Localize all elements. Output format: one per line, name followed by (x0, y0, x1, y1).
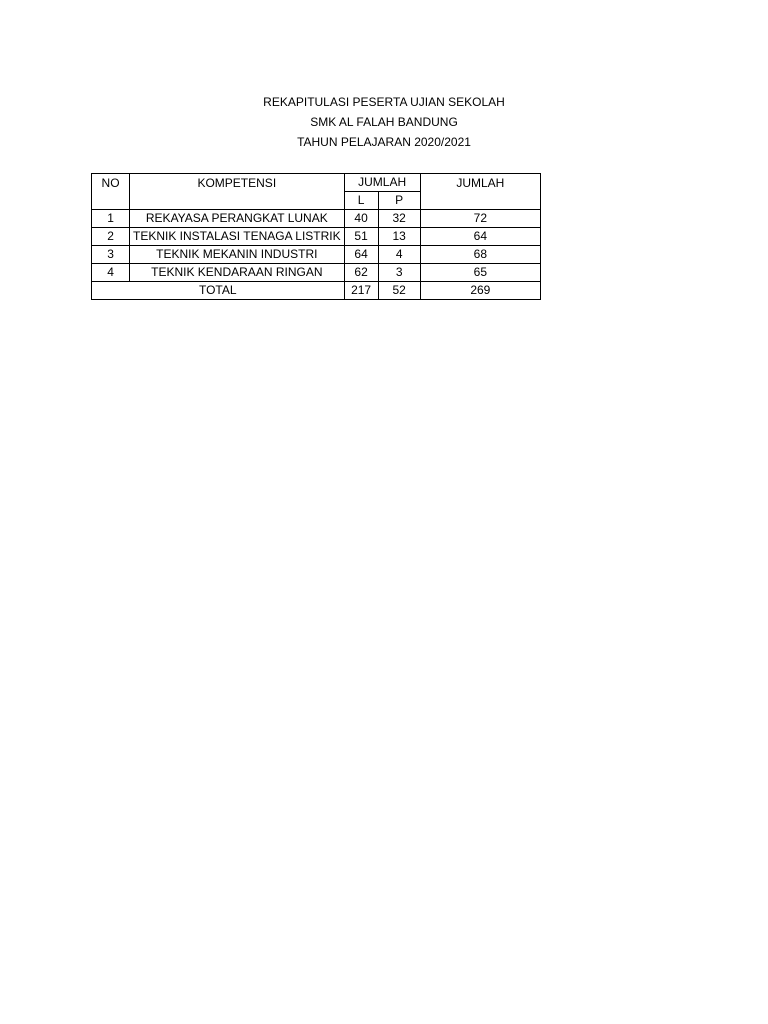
cell-l: 62 (344, 264, 378, 282)
cell-total-l: 217 (344, 282, 378, 300)
cell-jumlah: 68 (420, 246, 540, 264)
title-line-2: SMK AL FALAH BANDUNG (310, 115, 458, 129)
table-row (92, 210, 541, 228)
table-row (92, 264, 541, 282)
title-line-1: REKAPITULASI PESERTA UJIAN SEKOLAH (263, 95, 505, 109)
header-jumlah-total: JUMLAH (420, 174, 540, 210)
table-total-row (92, 282, 541, 300)
cell-total-label: TOTAL (92, 282, 345, 300)
cell-p: 13 (378, 228, 420, 246)
cell-jumlah: 72 (420, 210, 540, 228)
header-no: NO (92, 174, 130, 210)
cell-no: 3 (92, 246, 130, 264)
recap-table (91, 173, 541, 300)
cell-kompetensi: TEKNIK INSTALASI TENAGA LISTRIK (130, 228, 344, 246)
cell-p: 4 (378, 246, 420, 264)
title-line-3: TAHUN PELAJARAN 2020/2021 (297, 135, 471, 149)
header-l: L (344, 192, 378, 210)
cell-l: 51 (344, 228, 378, 246)
cell-no: 4 (92, 264, 130, 282)
cell-kompetensi: TEKNIK KENDARAAN RINGAN (130, 264, 344, 282)
cell-total-jumlah: 269 (420, 282, 540, 300)
cell-jumlah: 65 (420, 264, 540, 282)
cell-p: 3 (378, 264, 420, 282)
cell-no: 2 (92, 228, 130, 246)
cell-p: 32 (378, 210, 420, 228)
cell-total-p: 52 (378, 282, 420, 300)
cell-jumlah: 64 (420, 228, 540, 246)
cell-kompetensi: TEKNIK MEKANIN INDUSTRI (130, 246, 344, 264)
header-kompetensi: KOMPETENSI (130, 174, 344, 210)
cell-no: 1 (92, 210, 130, 228)
table-row (92, 228, 541, 246)
header-jumlah-group: JUMLAH (344, 174, 420, 192)
cell-l: 64 (344, 246, 378, 264)
document-title-block (0, 92, 768, 152)
cell-kompetensi: REKAYASA PERANGKAT LUNAK (130, 210, 344, 228)
table-row (92, 246, 541, 264)
header-p: P (378, 192, 420, 210)
cell-l: 40 (344, 210, 378, 228)
table-header-row (92, 174, 541, 192)
